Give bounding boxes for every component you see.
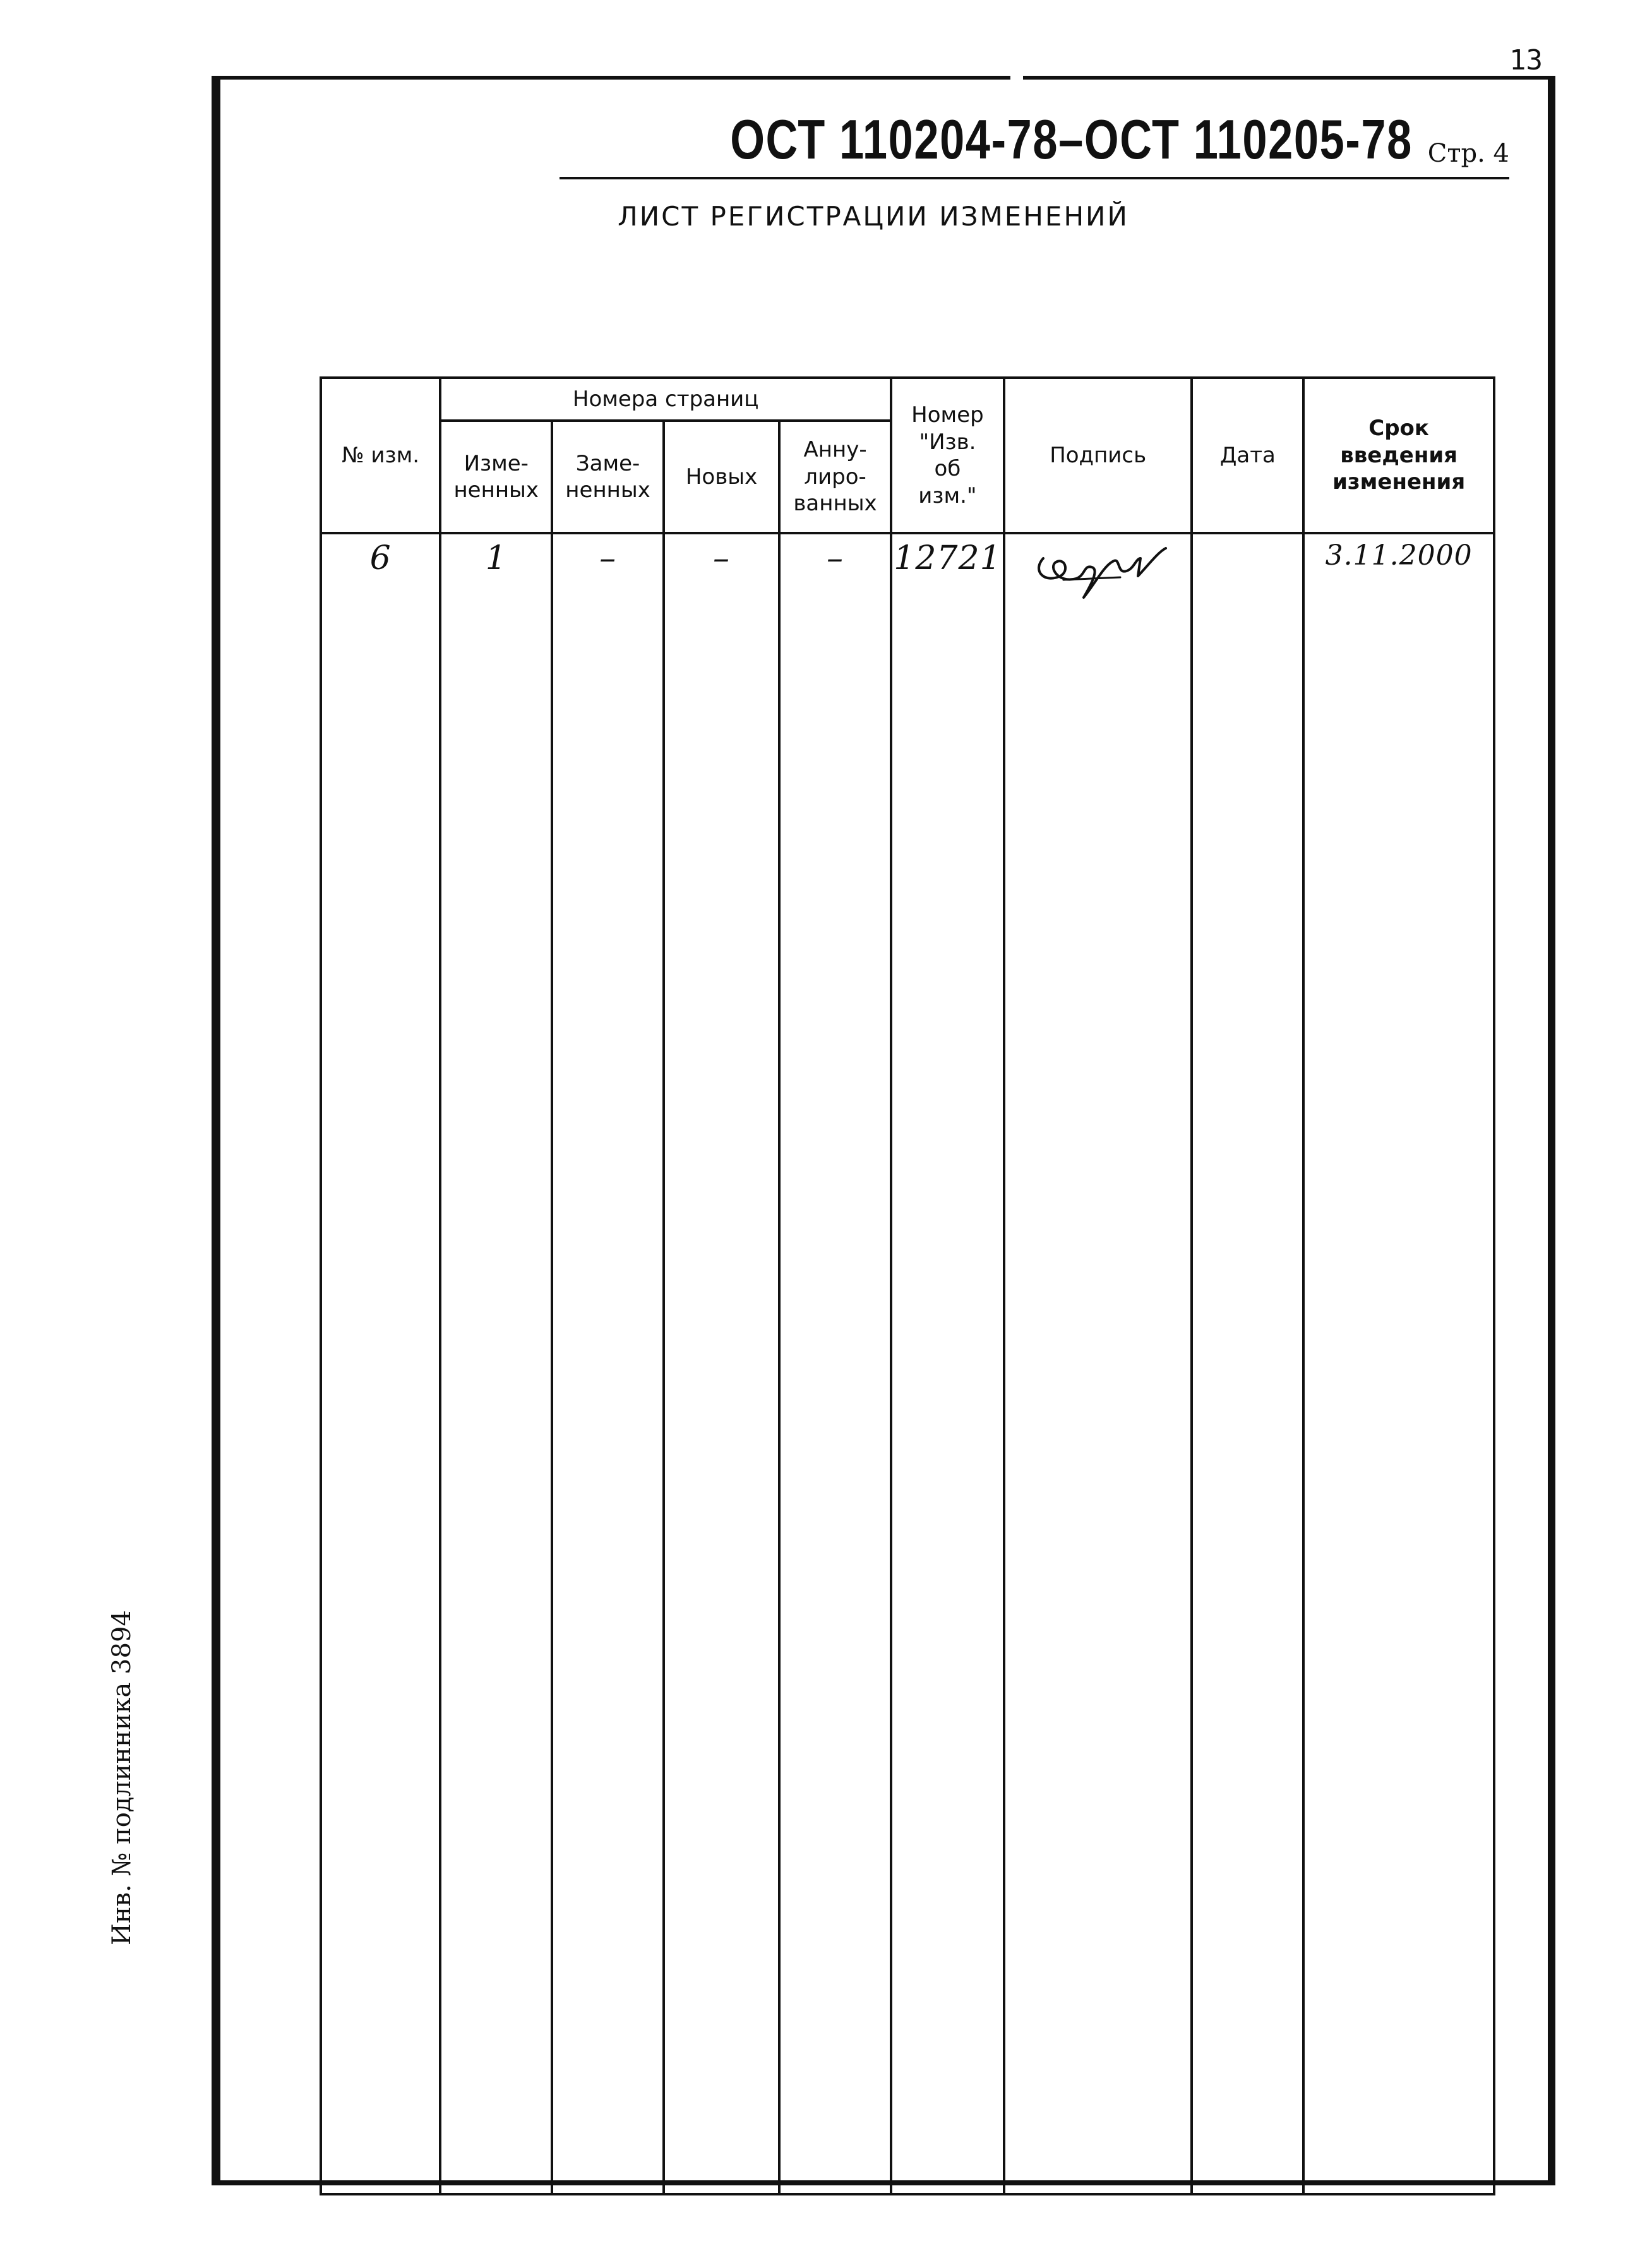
sheet-title: ЛИСТ РЕГИСТРАЦИИ ИЗМЕНЕНИЙ — [618, 201, 1129, 232]
header-change-no: № изм. — [321, 378, 440, 533]
frame-gap — [1010, 72, 1023, 82]
designation-code: ОСТ 110204-78–ОСТ 110205-78 — [730, 108, 1413, 171]
cell-date — [1192, 533, 1303, 2194]
cell-signature — [1004, 533, 1192, 2194]
cell-new: – — [664, 533, 779, 2194]
change-registration-table — [320, 376, 1495, 2195]
sheet-label: Стр. 4 — [1427, 139, 1509, 168]
standard-designation — [560, 107, 1509, 179]
cell-changed: 1 — [440, 533, 552, 2194]
header-signature: Подпись — [1004, 378, 1192, 533]
signature-mark — [1026, 539, 1171, 603]
header-date: Дата — [1192, 378, 1303, 533]
header-annulled: Анну- лиро- ванных — [779, 421, 891, 533]
page-number: 13 — [1509, 44, 1543, 76]
header-replaced: Заме- ненных — [552, 421, 664, 533]
inventory-note: Инв. № подлинника 3894 — [107, 1610, 136, 1945]
cell-annulled: – — [779, 533, 891, 2194]
cell-notice-no: 12721 — [891, 533, 1004, 2194]
cell-effective: 3.11.2000 — [1303, 533, 1494, 2194]
table-row — [321, 533, 1494, 2194]
cell-replaced: – — [552, 533, 664, 2194]
header-new: Новых — [664, 421, 779, 533]
header-changed: Изме- ненных — [440, 421, 552, 533]
header-notice-no: Номер "Изв. об изм." — [891, 378, 1004, 533]
header-page-numbers: Номера страниц — [440, 378, 891, 421]
header-effective: Срок введения изменения — [1303, 378, 1494, 533]
cell-change-no: 6 — [321, 533, 440, 2194]
